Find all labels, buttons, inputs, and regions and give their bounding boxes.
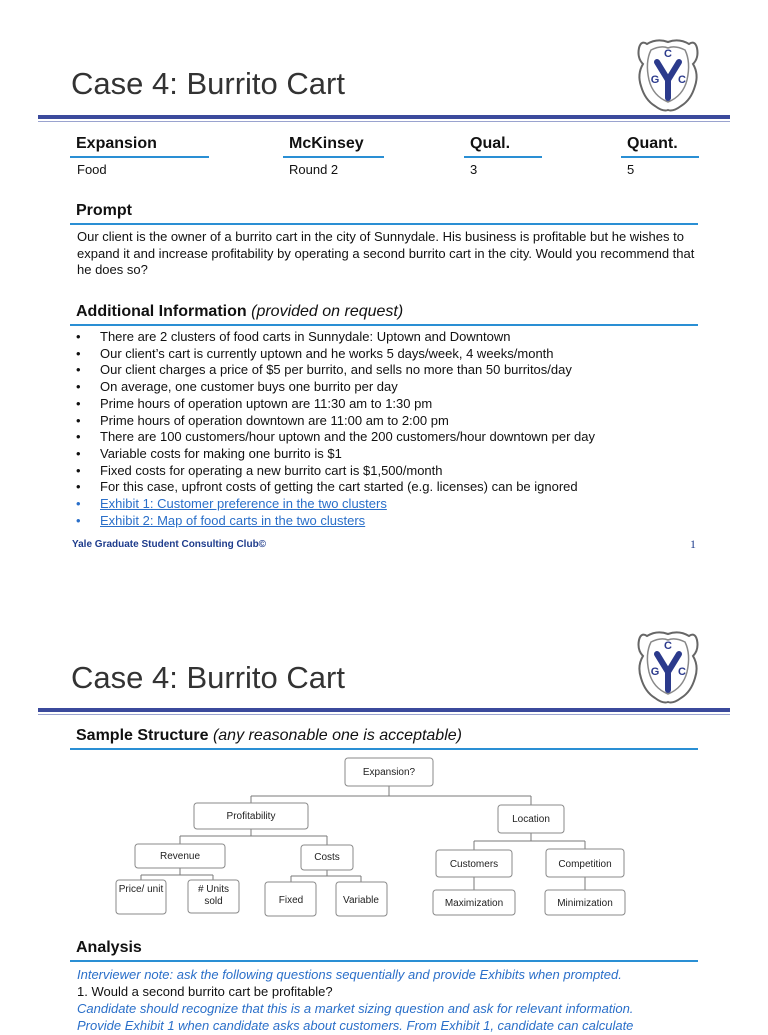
header-value-mckinsey: Round 2 — [289, 162, 339, 177]
list-item: • Fixed costs for operating a new burrito cart is $1,500/month — [76, 463, 595, 480]
node-costs: Costs — [314, 852, 340, 863]
candidate-note: Candidate should recognize that this is a market sizing question and ask for relevant information. — [77, 1001, 634, 1016]
issue-tree-diagram — [0, 595, 768, 925]
candidate-note-continued: Provide Exhibit 1 when candidate asks about customers. From Exhibit 1, candidate can calculate — [77, 1018, 634, 1033]
slide-2 — [0, 595, 768, 1033]
slide-title: Case 4: Burrito Cart — [71, 660, 345, 695]
logo-letter-c-right: C — [678, 666, 686, 678]
list-item: • There are 100 customers/hour uptown and the 200 customers/hour downtown per day — [76, 429, 595, 446]
section-underline — [70, 223, 698, 225]
node-profitability: Profitability — [226, 811, 276, 822]
header-label-expansion: Expansion — [76, 135, 157, 152]
node-variable: Variable — [343, 895, 379, 906]
logo-letter-g: G — [650, 74, 660, 86]
analysis-heading: Analysis — [76, 939, 142, 956]
title-rule — [38, 115, 730, 119]
list-item: • On average, one customer buys one burrito per day — [76, 379, 595, 396]
question-1: 1. Would a second burrito cart be profitable? — [77, 984, 333, 999]
header-value-qual: 3 — [470, 162, 478, 177]
node-expansion: Expansion? — [362, 767, 416, 778]
node-customers: Customers — [449, 859, 499, 870]
header-underline — [283, 156, 384, 158]
list-item: • Variable costs for making one burrito is $1 — [76, 446, 595, 463]
node-competition: Competition — [558, 859, 612, 870]
list-item: • For this case, upfront costs of getting the cart started (e.g. licenses) can be ignored — [76, 479, 595, 496]
additional-info-note: (provided on request) — [251, 303, 404, 320]
interviewer-note: Interviewer note: ask the following questions sequentially and provide Exhibits when prompted. — [77, 967, 622, 982]
section-underline — [70, 324, 698, 326]
logo-letter-c-top: C — [664, 640, 672, 652]
node-location: Location — [512, 814, 550, 825]
list-item: • There are 2 clusters of food carts in Sunnydale: Uptown and Downtown — [76, 329, 595, 346]
header-underline — [621, 156, 699, 158]
header-value-quant: 5 — [627, 162, 635, 177]
list-item: • Prime hours of operation uptown are 11:30 am to 1:30 pm — [76, 396, 595, 413]
additional-info-list — [76, 329, 595, 529]
header-label-mckinsey: McKinsey — [289, 135, 364, 152]
club-crest-logo — [633, 36, 703, 114]
additional-info-heading — [76, 303, 403, 321]
sample-structure-note: (any reasonable one is acceptable) — [212, 727, 462, 744]
node-price-per-unit: Price/ unit — [118, 884, 164, 895]
list-item: • Our client charges a price of $5 per burrito, and sells no more than 50 burritos/day — [76, 362, 595, 379]
list-item: • Our client’s cart is currently uptown and he works 5 days/week, 4 weeks/month — [76, 346, 595, 363]
logo-letter-c-top: C — [664, 48, 672, 60]
exhibit-1-link[interactable]: • Exhibit 1: Customer preference in the two clusters — [76, 496, 595, 513]
node-minimization: Minimization — [557, 898, 613, 909]
list-item: • Prime hours of operation downtown are 11:00 am to 2:00 pm — [76, 413, 595, 430]
footer-club-name: Yale Graduate Student Consulting Club© — [72, 539, 267, 550]
slide-title: Case 4: Burrito Cart — [71, 66, 345, 101]
logo-letter-c-right: C — [678, 74, 686, 86]
node-units-sold: # Units sold — [197, 884, 230, 907]
exhibit-2-link[interactable]: • Exhibit 2: Map of food carts in the two clusters — [76, 513, 595, 530]
logo-letter-g: G — [650, 666, 660, 678]
header-underline — [70, 156, 209, 158]
sample-structure-title: Sample Structure — [76, 727, 209, 744]
header-value-expansion: Food — [77, 162, 107, 177]
section-underline — [70, 960, 698, 962]
additional-info-title: Additional Information — [76, 303, 247, 320]
node-maximization: Maximization — [444, 898, 504, 909]
prompt-text: Our client is the owner of a burrito cart in the city of Sunnydale. His business is profitable but he wishes to expand it and increase profitability by operating a second burrito cart in the city. Would you recommend that he does so? — [77, 229, 695, 277]
header-label-qual: Qual. — [470, 135, 511, 152]
title-rule-thin — [38, 121, 730, 122]
header-label-quant: Quant. — [627, 135, 678, 152]
node-fixed: Fixed — [278, 895, 304, 906]
header-underline — [464, 156, 542, 158]
prompt-heading: Prompt — [76, 202, 132, 219]
node-revenue: Revenue — [159, 851, 201, 862]
page-number: 1 — [690, 537, 696, 551]
